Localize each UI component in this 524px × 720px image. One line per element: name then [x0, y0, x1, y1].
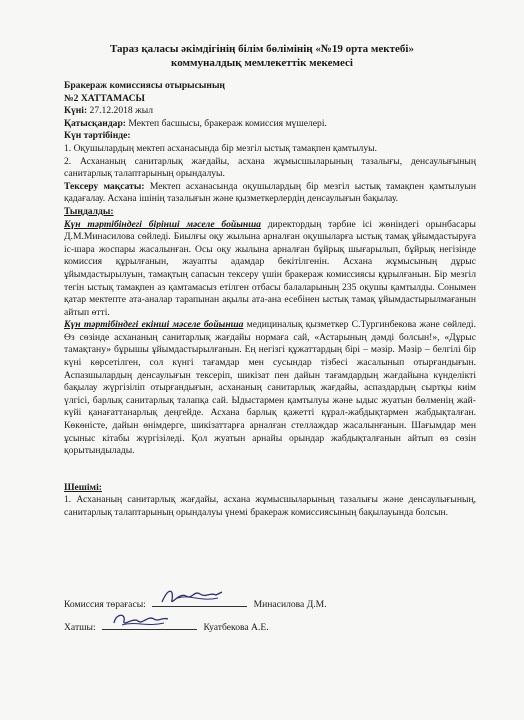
attendees-row — [64, 118, 476, 131]
protocol-body — [64, 80, 476, 520]
heard-heading: Тыңдалды: — [64, 205, 114, 217]
attendees-value: Мектеп басшысы, бракераж комиссия мүшелері. — [126, 117, 327, 129]
secretary-name: Куатбекова А.Е. — [203, 622, 269, 633]
document-header — [0, 42, 524, 70]
chair-signature-scribble — [158, 586, 228, 608]
item1-text: директордың тәрбие ісі жөніндегі орынбасары Д.М.Минасилова сөйледі. Биылғы оқу жылына арналған оқушыларға ыстық тамақ ұйымдастыруға іс-шара жоспары жасалынған. Осы оқу жылына арналған бұйрық шығарылып, бұйрық негізінде комиссия құрылғанын, жауапты адамдар бекітілгенін. Асхана жұмысының дұрыс ұйымдастырылуын, тамақтың сапасын тексеру үшін бракераж комиссиясы құрылғанын. Бір мезгіл тегін ыстық тамақпен аз қамтамасыз етілген отбасы балаларының 235 оқушы қамтылды. Сонымен қатар мектепте ата-аналар тарапынан ақылы ата-ана есебінен ыстық тамақ ұйымдастырылмағанын айтып өтті. — [64, 218, 476, 318]
header-organization: Тараз қаласы әкімдігінің білім бөлімінің «№19 орта мектебі» — [109, 43, 414, 55]
decision-text: 1. Асхананың санитарлық жағдайы, асхана жұмысшыларының тазалығы және денсаулығының, санитарлық талаптарының орындалуы үнемі бракераж комиссиясының бақылауында болсын. — [64, 494, 476, 518]
item2-label: Күн тәртібіндегі екінші мәселе бойынша — [64, 319, 244, 331]
date-row — [64, 105, 476, 118]
date-value: 27.12.2018 жыл — [87, 105, 153, 117]
protocol-number: №2 ХАТТАМАСЫ — [64, 92, 145, 104]
chair-label: Комиссия төрағасы: — [64, 599, 146, 610]
agenda-heading: Күн тәртібінде: — [64, 130, 131, 142]
secretary-signature-scribble — [108, 609, 178, 631]
agenda-item-1: 1. Оқушылардың мектеп асханасында бір мезгіл ыстық тамақпен қамтылуы. — [64, 142, 377, 154]
chair-name: Минасилова Д.М. — [253, 599, 327, 610]
meeting-title: Бракераж комиссиясы отырысының — [64, 80, 225, 91]
item2-paragraph — [64, 319, 476, 458]
item1-label: Күн тәртібіндегі бірінші мәселе бойынша — [64, 218, 261, 230]
purpose-row — [64, 181, 476, 206]
secretary-label: Хатшы: — [64, 622, 96, 633]
item2-text: медициналық қызметкер С.Тургинбекова және сөйледі. Өз сөзінде асхананың санитарлық жағдайы нормаға сай, «Астарының дәмді болсын!», «Дұрыс тамақтану» бұрышы ұйымдастырылғанын. Ең негізгі құжаттардың бірі – мәзір. Мәзір – белгілі бір күні көрсетілген, сол күнгі тағамдар мен сусындар тізбесі жасалынып отырғандығын. Аспазшылардың денсаулығын тексеріп, шикізат пен дайын тағамдардың жағдайына күнделікті бақылау жүргізіліп отырғандығын, асхананың санитарлық жағдайы, аспаздардың сыртқы киім үлгісі, барлық санитарлық талапқа сай. Ыдыстармен қамтылуы және ыдыс жуатын бөлменің жай-күйі қанағаттанарлық деңгейде. Асхана барлық қажетті құрал-жабдықтармен жабдықталған. Көкөністе, дайын өнімдерге, шикізаттарға арналған стеллаждар жасалынғанын. Шағымдар мен ұсыныс кітабы жүргізіледі. Қол жуатын арнайы орындар жабдықталғанын айтып өз сөзін қорытындылады. — [64, 319, 476, 457]
purpose-value: Мектеп асханасында оқушылардың бір мезгіл ыстық тамақпен қамтылуын қадағалау. Асхана ішінің тазалығын және қызметкерлердің денсаулығын бақылау. — [64, 180, 476, 205]
agenda-item-2: 2. Асхананың санитарлық жағдайы, асхана жұмысшыларының тазалығы, денсаулығының санитарлық талаптарының орындалуы. — [64, 155, 476, 180]
decision-heading: Шешімі: — [64, 481, 102, 493]
secretary-signature-row — [64, 619, 484, 634]
secretary-signature — [102, 619, 197, 630]
date-label: Күні: — [64, 105, 88, 117]
item1-paragraph — [64, 219, 476, 320]
chair-signature — [152, 596, 247, 607]
attendees-label: Қатысқандар: — [64, 117, 126, 129]
header-institution-type: коммуналдық мемлекеттік мекемесі — [171, 57, 353, 69]
purpose-label: Тексеру мақсаты: — [64, 180, 145, 192]
